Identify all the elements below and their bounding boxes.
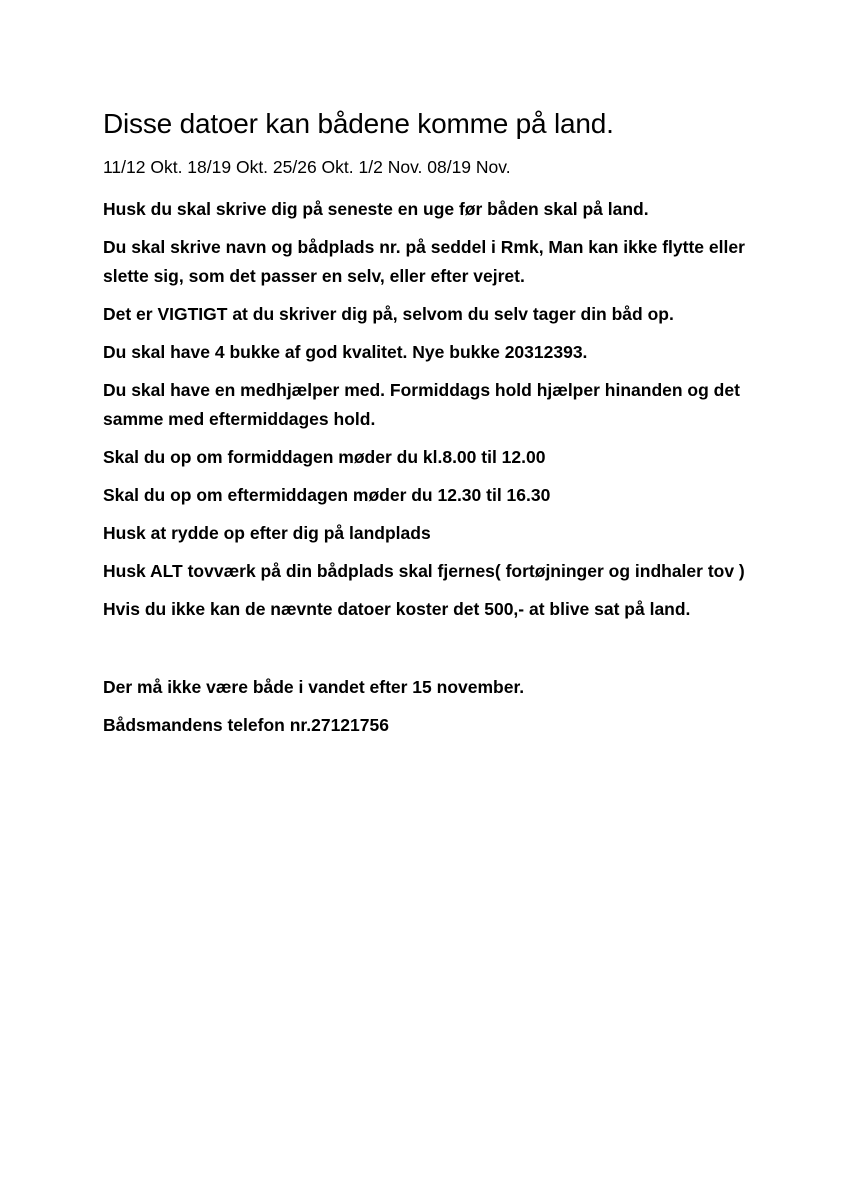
paragraph-trestles: Du skal have 4 bukke af god kvalitet. Nye bukke 20312393.	[103, 342, 588, 362]
paragraph-signup-sheet: Du skal skrive navn og bådplads nr. på seddel i Rmk, Man kan ikke flytte eller slette sig, som det passer en selv, eller efter vejret.	[103, 237, 745, 286]
document-title: Disse datoer kan bådene komme på land.	[103, 108, 614, 139]
spacer	[103, 633, 753, 673]
footer-phone: Bådsmandens telefon nr.27121756	[103, 715, 389, 735]
document-content	[103, 104, 753, 749]
footer-deadline: Der må ikke være både i vandet efter 15 november.	[103, 677, 525, 697]
paragraph-important-signup: Det er VIGTIGT at du skriver dig på, selvom du selv tager din båd op.	[103, 304, 674, 324]
paragraph-clean-up: Husk at rydde op efter dig på landplads	[103, 523, 431, 543]
dates-line: 11/12 Okt. 18/19 Okt. 25/26 Okt. 1/2 Nov. 08/19 Nov.	[103, 157, 511, 177]
paragraph-helper: Du skal have en medhjælper med. Formiddags hold hjælper hinanden og det samme med eftermiddages hold.	[103, 380, 740, 429]
paragraph-afternoon-time: Skal du op om eftermiddagen møder du 12.30 til 16.30	[103, 485, 551, 505]
paragraph-ropes: Husk ALT tovværk på din bådplads skal fjernes( fortøjninger og indhaler tov )	[103, 561, 745, 581]
paragraph-fee: Hvis du ikke kan de nævnte datoer koster det 500,- at blive sat på land.	[103, 599, 691, 619]
paragraph-signup-deadline: Husk du skal skrive dig på seneste en uge før båden skal på land.	[103, 199, 649, 219]
paragraph-morning-time: Skal du op om formiddagen møder du kl.8.00 til 12.00	[103, 447, 546, 467]
